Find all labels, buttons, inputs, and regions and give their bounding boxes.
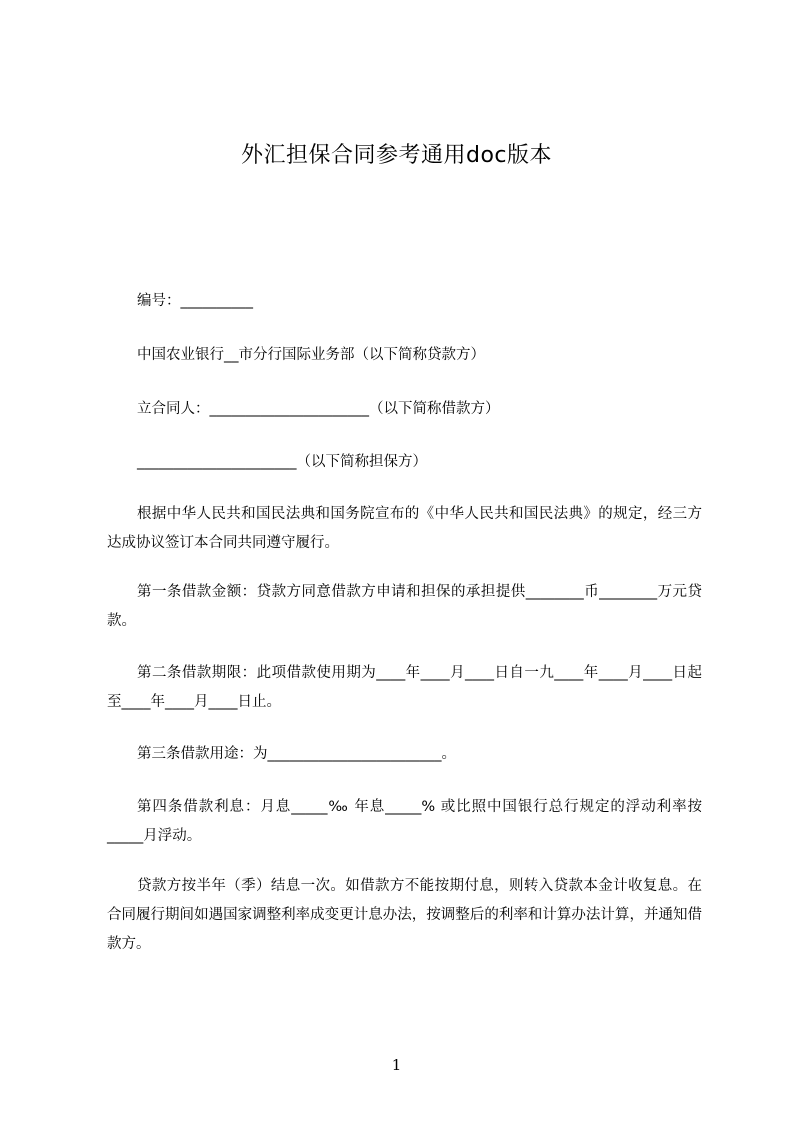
article-2-paragraph: 第二条借款期限：此项借款使用期为____年____月____日自一九____年____月____日起至____年____月____日止。 — [107, 665, 702, 710]
preamble-paragraph: 根据中华人民共和国民法典和国务院宣布的《中华人民共和国民法典》的规定，经三方达成协议签订本合同共同遵守履行。 — [107, 506, 702, 551]
document-title: 外汇担保合同参考通用doc版本 — [240, 143, 553, 168]
article-4-paragraph: 第四条借款利息：月息_____‰ 年息_____% 或比照中国银行总行规定的浮动利率按_____月浮动。 — [107, 799, 702, 844]
borrower-line: 立合同人：______________________（以下简称借款方） — [137, 401, 500, 417]
lender-line: 中国农业银行__市分行国际业务部（以下简称贷款方） — [137, 347, 485, 363]
article-3-paragraph: 第三条借款用途：为________________________。 — [137, 746, 456, 762]
article-1-paragraph: 第一条借款金额：贷款方同意借款方申请和担保的承担提供________币________万元贷款。 — [107, 584, 702, 629]
page-number: 1 — [391, 1056, 402, 1074]
guarantor-line: ______________________（以下简称担保方） — [137, 454, 427, 470]
interest-clause-paragraph: 贷款方按半年（季）结息一次。如借款方不能按期付息，则转入贷款本金计收复息。在合同履行期间如遇国家调整利率成变更计息办法，按调整后的利率和计算办法计算，并通知借款方。 — [107, 878, 702, 952]
contract-number-line: 编号：__________ — [137, 293, 253, 309]
